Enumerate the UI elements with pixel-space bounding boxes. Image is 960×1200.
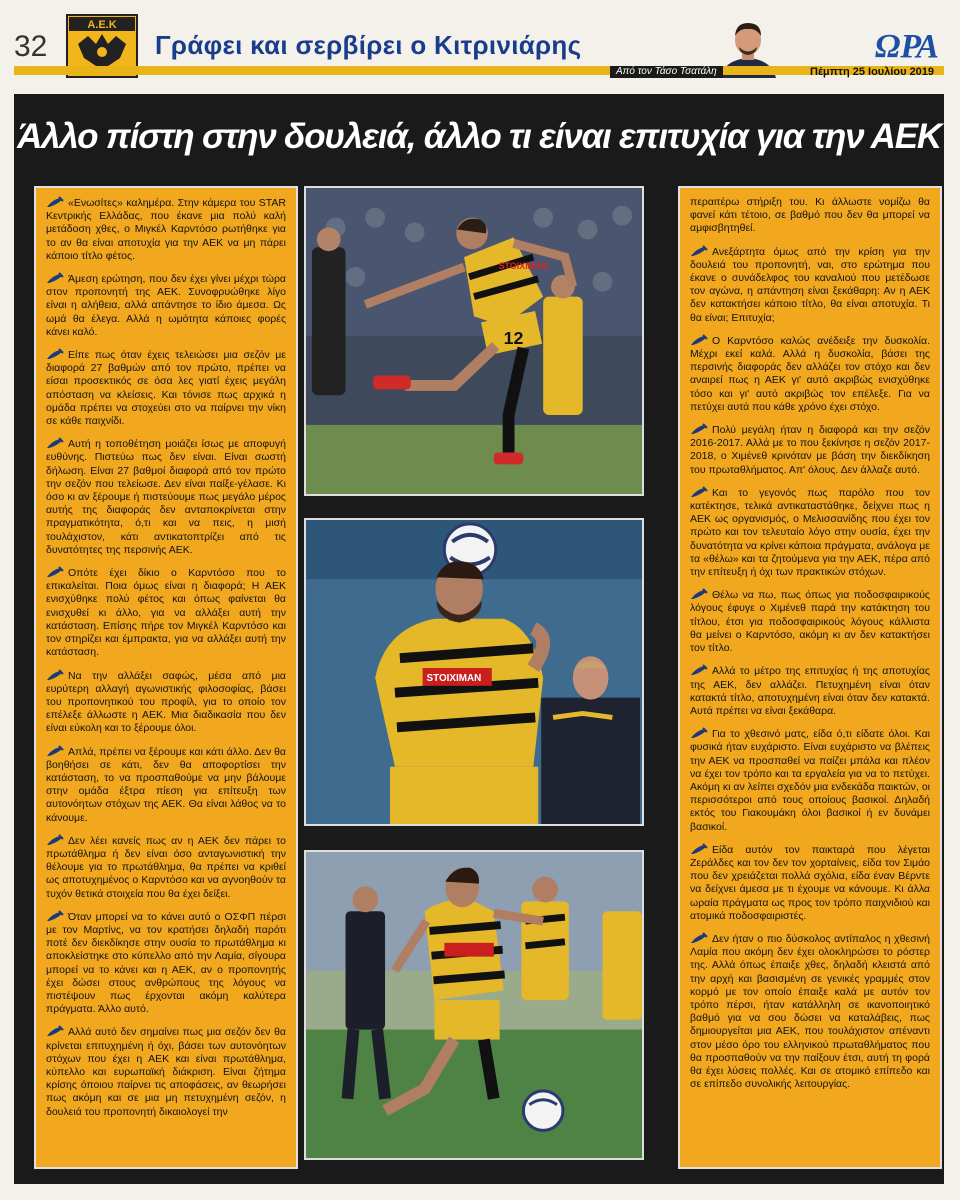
paragraph-text: Θέλω να πω, πως όπως για ποδοσφαιρικούς λόγους έφυγε ο Χιμένεθ παρά την κατάκτηση του τίτλου, έτσι για ποδοσφαιρικούς λόγους κάλλιστα θα μείνει ο Καρντόσο, ακόμη κι αν δεν κατακτήσει τον τίτλο.	[690, 589, 930, 655]
pen-icon	[690, 487, 712, 499]
right-column-paragraph	[690, 423, 930, 477]
paragraph-text: «Ενωσίτες» καλημέρα. Στην κάμερα του STAR Κεντρικής Ελλάδας, που έκανε μια πολύ καλή μετάδοση χθες, ο Μιγκέλ Καρντόσο ρωτήθηκε για το αν θα είναι αποτυχία για την ΑΕΚ να μη πάρει κάποιο τίτλο φέτος.	[46, 197, 286, 262]
left-column-paragraph	[46, 1025, 286, 1118]
pen-icon	[690, 933, 712, 945]
pen-icon	[46, 197, 68, 209]
paragraph-text: Αλλά αυτό δεν σημαίνει πως μια σεζόν δεν θα κρίνεται επιτυχημένη ή όχι, βάσει των αυτονόητων στόχων που έχει η ΑΕΚ και είναι πρωτάθλημα, κύπελλο και ευρωπαϊκή διάκριση. Είναι ζήτημα κρίσης όποιου παίρνει τις αποφάσεις, αν θεωρήσει πως ακόμη και σε μια μη πετυχημένη σεζόν, η δουλειά του προπονητή δικαιολογεί την	[46, 1026, 286, 1118]
left-column-paragraph	[46, 669, 286, 736]
photo-player-header	[304, 518, 644, 826]
left-text-column	[34, 186, 298, 1169]
page-header	[0, 0, 960, 86]
paragraph-text: Πολύ μεγάλη ήταν η διαφορά και την σεζόν 2016-2017. Αλλά με το που ξεκίνησε η σεζόν 2017-2018, ο Χιμένεθ κρινόταν με βάση την διεκδίκηση του πρωταθλήματος. Απ' όλους. Δεν άλλαζε αυτό.	[690, 424, 930, 476]
left-column-paragraph	[46, 272, 286, 339]
pen-icon	[46, 438, 68, 450]
right-column-paragraph	[690, 664, 930, 718]
pen-icon	[690, 844, 712, 856]
right-column-paragraph	[690, 588, 930, 655]
photo-player-dribbling	[304, 850, 644, 1160]
paragraph-text: Δεν ήταν ο πιο δύσκολος αντίπαλος η χθεσινή Λαμία που ακόμη δεν έχει ολοκληρώσει το ρόστερ της. Αλλά όπως έπαιξε χθες, δηλαδή κλειστά από την αρχή και βασισμένη σε γενικές γραμμές στον κορμό με τον οποίο έπαιξε καλά με αυτόν τον τρόπο πέρσι, ήταν κατάλληλη σε ικανοποιητικό βαθμό για να σου δώσει να καταλάβεις, πως δημιουργείται μια ΑΕΚ, που τουλάχιστον απέναντι στον μέσο όρο του ελληνικού πρωταθλήματος που θα προσπαθούν να την παίξουν έτσι, αυτή τη φορά θα έχει λύσεις πολλές. Και σε ατομικό επίπεδο και σε επίπεδο συνολικής λειτουργίας.	[690, 932, 930, 1091]
pen-icon	[46, 670, 68, 682]
left-column-paragraph	[46, 196, 286, 263]
left-column-paragraph	[46, 348, 286, 428]
right-column-paragraph	[690, 334, 930, 414]
pen-icon	[46, 567, 68, 579]
pen-icon	[690, 424, 712, 436]
left-column-paragraph	[46, 745, 286, 825]
paragraph-text: Οπότε έχει δίκιο ο Καρντόσο που το επικαλείται. Ποια όμως είναι η διαφορά; Η ΑΕΚ ενισχύθηκε πολύ φέτος και όπως φαίνεται θα ενισχυθεί κι άλλο, για να αλλάξει αυτή την κατάσταση. Επίσης πήρε τον Μιγκέλ Καρντόσο και τον στηρίζει και έμπρακτα, για να αλλάξει αυτή την κατάσταση.	[46, 567, 286, 659]
pen-icon	[46, 1026, 68, 1038]
jersey-sponsor: STOIXIMAN	[498, 260, 548, 271]
author-credit: Από τον Τάσο Τσατάλη	[610, 66, 723, 78]
article-frame	[14, 94, 944, 1184]
paragraph-text: Είδα αυτόν τον παικταρά που λέγεται Ζεράλδες και τον δεν τον χορταίνεις, είδα τον Σιμάο που δεν χρειάζεται πολλά σχόλια, είδα έναν Βέρντε να δείχνει άμεσα με τι έχουμε να κάνουμε. Κι άλλα ωραία πράγματα ως προς τον τρόπο παιχνιδιού και ατομικά ποδοσφαιριστές.	[690, 843, 930, 922]
pen-icon	[46, 273, 68, 285]
column-title: Γράφει και σερβίρει ο Κιτρινιάρης	[155, 30, 582, 60]
right-column-paragraph	[690, 196, 930, 236]
right-column-paragraph	[690, 486, 930, 579]
paragraph-text: Άμεση ερώτηση, που δεν έχει γίνει μέχρι τώρα στον προπονητή της ΑΕΚ. Συνοφρυώθηκε λίγο είναι η αλήθεια, αλλά απάντησε το ίδιο άμεσα. Ως ωμά θα έλεγα. Αλλά η ωμότητα κάποιες φορές κάνει καλό.	[46, 273, 286, 338]
pen-icon	[46, 349, 68, 361]
left-column-paragraph	[46, 437, 286, 557]
logo-text: Α.Ε.Κ	[87, 19, 117, 31]
paragraph-text: Είπε πως όταν έχεις τελειώσει μια σεζόν με διαφορά 27 βαθμών από τον πρώτο, πρέπει να είσαι προσεκτικός σε όσα λες γιατί έχεις μεγάλη απόσταση να κλείσεις. Και τόνισε πως αρχικά η ομάδα πρέπει να στοχεύει στο να παίρνει την νίκη σε κάθε παιχνίδι.	[46, 349, 286, 428]
header-rule	[14, 66, 944, 75]
pen-icon	[46, 911, 68, 923]
right-column-paragraph	[690, 727, 930, 834]
page-number: 32	[14, 30, 48, 63]
issue-date: Πέμπτη 25 Ιουλίου 2019	[810, 66, 935, 78]
right-column-paragraph	[690, 843, 930, 923]
paragraph-text: Αλλά το μέτρο της επιτυχίας ή της αποτυχίας της ΑΕΚ, δεν αλλάζει. Πετυχημένη είναι όταν κατακτά τίτλο, αποτυχημένη είναι όταν δεν κατακτά. Αυτά πρέπει να είναι ξεκάθαρα.	[690, 665, 930, 717]
pen-icon	[690, 728, 712, 740]
paragraph-text: Να την αλλάξει σαφώς, μέσα από μια ευρύτερη αλλαγή αγωνιστικής φιλοσοφίας, βάσει του προπονητικού του προφίλ, για το οποίο τον επέλεξε άλλωστε η ΑΕΚ. Μια διαδικασία που δεν είναι εύκολη και το ξέρουμε όλοι.	[46, 669, 286, 735]
paragraph-text: Δεν λέει κανείς πως αν η ΑΕΚ δεν πάρει το πρωτάθλημα ή δεν είναι όσο ανταγωνιστική την θέλουμε για το πρωτάθλημα, θα πρέπει να κριθεί ως αποτυχημένος ο Καρντόσο και να αγνοηθούν τα τυχόν θετικά στοιχεία που θα έχει δείξει.	[46, 834, 286, 900]
pen-icon	[46, 746, 68, 758]
pen-icon	[46, 835, 68, 847]
pen-icon	[690, 589, 712, 601]
shirt-number: 12	[503, 327, 524, 348]
paragraph-text: Αυτή η τοποθέτηση μοιάζει ίσως με αποφυγή ευθύνης. Πιστεύω πως δεν είναι. Είναι σωστή δήλωση. Είναι 27 βαθμοί διαφορά από τον πρώτο την σεζόν που τελείωσε. Δεν είναι παίξε-γέλασε. Κι όσο κι αν ξέρουμε ή πιστεύουμε πως μεγάλο μέρος αυτής της διαφοράς δεν ανταποκρίνεται στην πραγματικότητα, ό,τι και να πεις, η μισή τουλάχιστον, κάτι αντικατοπτρίζει από τις δυνατότητες της περσινής ΑΕΚ.	[46, 438, 286, 556]
pen-icon	[690, 246, 712, 258]
paragraph-text: Για το χθεσινό ματς, είδα ό,τι είδατε όλοι. Και φυσικά ήταν ευχάριστο. Είναι ευχάριστο να βλέπεις την ΑΕΚ να προσπαθεί να παίζει μπάλα και πλέον να έχει τον τρόπο και τα εργαλεία για να το πετύχει. Ακόμη κι αν λείπει σχεδόν μια ενδεκάδα παικτών, οι περισσότεροι από τους οποίους βασικοί. Δηλαδή εκτός του Γιακουμάκη όλοι βασικοί ή εν δυνάμει βασικοί.	[690, 728, 930, 833]
paragraph-text: περαιτέρω στήριξη του. Κι άλλωστε νομίζω θα φανεί κάτι τέτοιο, σε βαθμό που δεν θα μπορεί να αμφισβητηθεί.	[690, 196, 930, 235]
jersey-sponsor-2: STOIXIMAN	[426, 672, 482, 684]
right-column-paragraph	[690, 932, 930, 1091]
brand-logo: ΩΡΑ	[875, 28, 939, 65]
left-column-paragraph	[46, 566, 286, 659]
paragraph-text: Ανεξάρτητα όμως από την κρίση για την δουλειά του προπονητή, ναι, στο ερώτημα που έκανε ο συνάδελφος του καναλιού που μετέδωσε τον αγώνα, η απάντηση είναι ξεκάθαρη: Αν η ΑΕΚ δεν κατακτήσει κάποιο τίτλο, θα είναι αποτυχία. Τι θα είναι; Επιτυχία;	[690, 245, 930, 324]
right-column-paragraph	[690, 245, 930, 325]
pen-icon	[690, 665, 712, 677]
paragraph-text: Ο Καρντόσο καλώς ανέδειξε την δυσκολία. Μέχρι εκεί καλά. Αλλά η δυσκολία, βάσει της περσινής διαφοράς δεν αλλάζει τον στόχο και δεν αναιρεί πως η ΑΕΚ γι' αυτό ακριβώς ενισχύθηκε τόσο και γι' αυτό ακριβώς τον επέλεξε. Για να πετύχει αυτά που κάθε χρόνο έχει στόχο.	[690, 334, 930, 413]
left-column-paragraph	[46, 834, 286, 901]
pen-icon	[690, 335, 712, 347]
photo-player-kicking	[304, 186, 644, 496]
paragraph-text: Απλά, πρέπει να ξέρουμε και κάτι άλλο. Δεν θα βοηθήσει σε κάτι, δεν θα αποφορτίσει την κατάσταση, το να προσπαθούμε να μην βάλουμε στην ομάδα έξτρα πίεση για επίτευξη των αυτονόητων στόχων της ΑΕΚ. Θα είναι λάθος να το κάνουμε.	[46, 745, 286, 824]
headline: Άλλο πίστη στην δουλειά, άλλο τι είναι επιτυχία για την ΑΕΚ	[17, 117, 941, 156]
paragraph-text: Και το γεγονός πως παρόλο που τον κατέκτησε, τελικά αντικαταστάθηκε, δείχνει πως η ΑΕΚ ως οργανισμός, ο Μελισσανίδης που έχει τον πρώτο και τον τελευταίο λόγο στην ουσία, έχει την δυνατότητα να κρίνει κάποια πράγματα, ανάλογα με τα «θέλω» και τα ζητούμενα για την ΑΕΚ, πέρα από την επίτευξη ή όχι των πρακτικών στόχων.	[690, 486, 930, 579]
right-text-column	[678, 186, 942, 1169]
paragraph-text: Όταν μπορεί να το κάνει αυτό ο ΟΣΦΠ πέρσι με τον Μαρτίνς, να τον κρατήσει δηλαδή παρότι ποτέ δεν διεκδίκησε στην ουσία το πρωτάθλημα κι αποκλείστηκε στο κύπελλο από την Λαμία, σίγουρα μπορεί να το κάνει και η ΑΕΚ, αν ο προπονητής έχει δώσει στους ανθρώπους της λόγους να πιστέψουν πως έρχονται ακόμη καλύτερα πράγματα. Άλλο αυτό.	[46, 910, 286, 1016]
left-column-paragraph	[46, 910, 286, 1017]
